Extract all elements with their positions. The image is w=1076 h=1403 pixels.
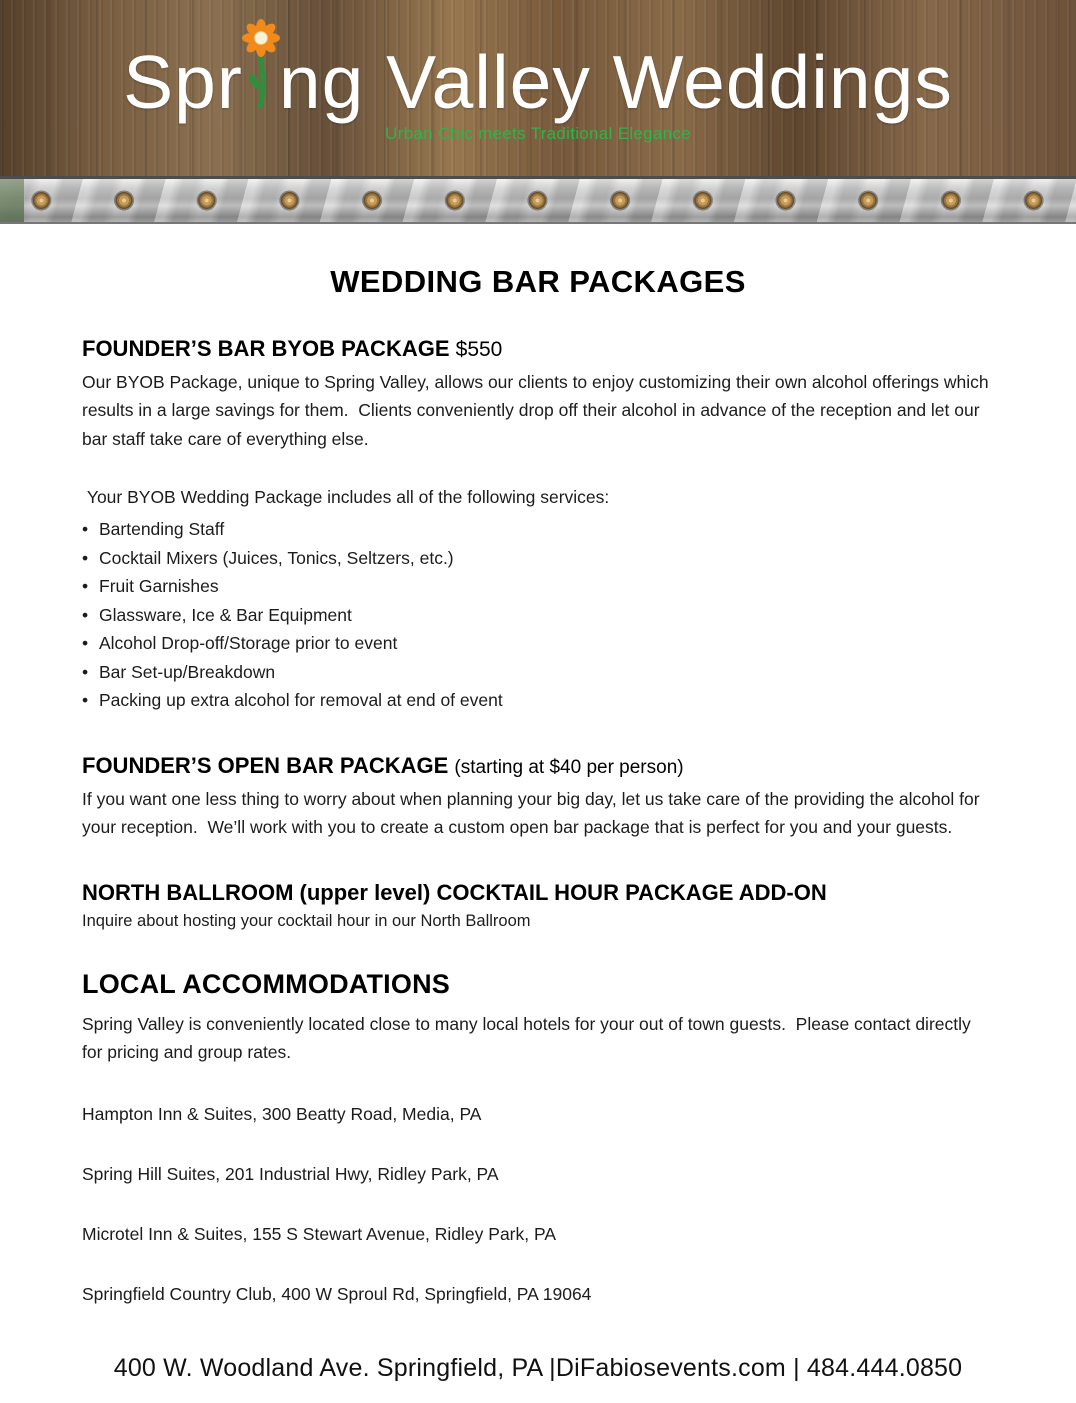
byob-heading-row: [82, 336, 994, 362]
content: [0, 224, 1076, 1344]
brand: [0, 0, 1076, 124]
flower-icon: [240, 18, 282, 120]
open-bar-subheading: (starting at $40 per person): [454, 756, 684, 778]
footer-contact-line: 400 W. Woodland Ave. Springfield, PA |DiFabiosevents.com | 484.444.0850: [113, 1354, 963, 1383]
byob-heading: FOUNDER’S BAR BYOB PACKAGE: [82, 336, 450, 361]
list-item: • Glassware, Ice & Bar Equipment: [82, 601, 994, 630]
hotel-line: Hampton Inn & Suites, 300 Beatty Road, Media, PA: [82, 1104, 482, 1125]
open-bar-heading: FOUNDER’S OPEN BAR PACKAGE: [82, 752, 449, 778]
byob-price: $550: [455, 338, 503, 361]
hotel-line: Springfield Country Club, 400 W Sproul Rd, Springfield, PA 19064: [82, 1284, 592, 1305]
section-byob-package: [82, 336, 994, 715]
hotel-line: Spring Hill Suites, 201 Industrial Hwy, Ridley Park, PA: [82, 1164, 499, 1185]
byob-services-list: [82, 515, 994, 715]
open-bar-heading-row: [82, 753, 994, 779]
section-north-ballroom-addon: [82, 880, 994, 931]
masthead: [0, 0, 1076, 176]
accommodations-description: Spring Valley is conveniently located close to many local hotels for your out of town guests. Please contact directly for pricing and group rates.: [82, 1013, 976, 1063]
list-item: • Packing up extra alcohol for removal at end of event: [82, 686, 994, 715]
list-item: • Alcohol Drop-off/Storage prior to event: [82, 629, 994, 658]
section-local-accommodations: [82, 969, 994, 1306]
section-open-bar-package: [82, 753, 994, 842]
north-ballroom-description: Inquire about hosting your cocktail hour in our North Ballroom: [82, 911, 531, 930]
list-item: • Cocktail Mixers (Juices, Tonics, Seltzers, etc.): [82, 544, 994, 573]
brand-text-left: Spr: [123, 40, 243, 124]
page-title: WEDDING BAR PACKAGES: [330, 264, 746, 299]
riveted-metal-strip: [0, 176, 1076, 224]
byob-includes-intro: Your BYOB Wedding Package includes all of the following services:: [82, 487, 610, 508]
open-bar-description: If you want one less thing to worry about when planning your big day, let us take care of the providing the alcohol for your reception. We’ll work with you to create a custom open bar package that is perfect for you and your guests.: [82, 788, 985, 838]
accommodations-heading: LOCAL ACCOMMODATIONS: [82, 968, 450, 999]
brand-tagline: Urban Chic meets Traditional Elegance: [385, 124, 691, 143]
brand-text-right: ng Valley Weddings: [278, 40, 953, 124]
list-item: • Fruit Garnishes: [82, 572, 994, 601]
hotel-line: Microtel Inn & Suites, 155 S Stewart Avenue, Ridley Park, PA: [82, 1224, 557, 1245]
byob-description: Our BYOB Package, unique to Spring Valley, allows our clients to enjoy customizing their own alcohol offerings which results in a large savings for them. Clients conveniently drop off their alcohol in advance of the reception and let our bar staff take care of everything else.: [82, 372, 994, 449]
hotel-list: [82, 1104, 994, 1305]
north-ballroom-heading: NORTH BALLROOM (upper level) COCKTAIL HOUR PACKAGE ADD-ON: [82, 879, 827, 905]
list-item: • Bartending Staff: [82, 515, 994, 544]
list-item: • Bar Set-up/Breakdown: [82, 658, 994, 687]
